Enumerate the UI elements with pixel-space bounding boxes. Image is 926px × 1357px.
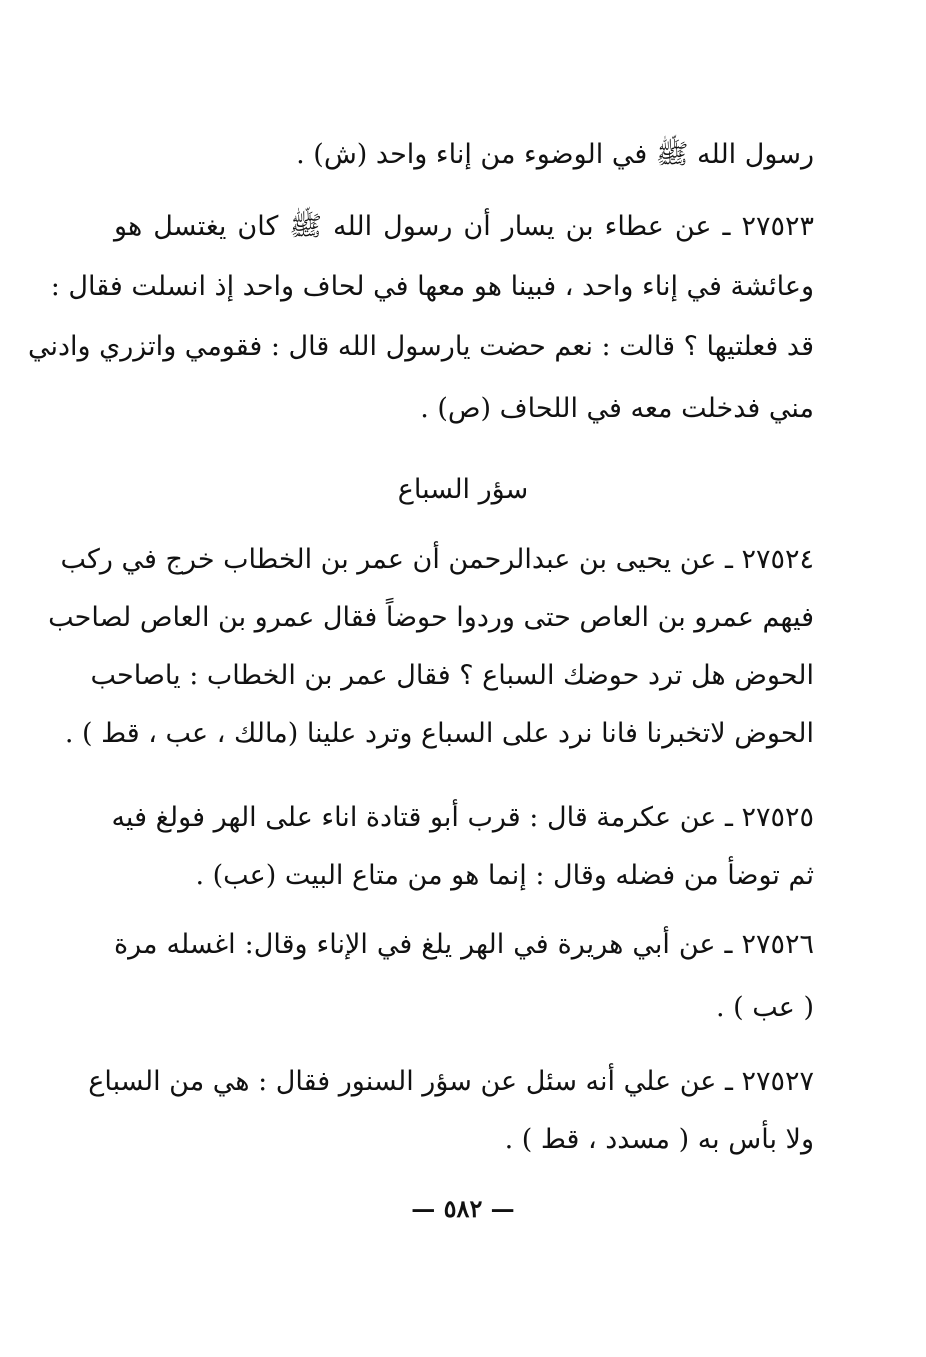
text-line-11: ثم توضأ من فضله وقال : إنما هو من متاع البيت (عب) .	[195, 860, 814, 891]
section-heading: سؤر السباع	[397, 474, 529, 505]
text-line-15: ولا بأس به ( مسدد ، قط ) .	[504, 1124, 814, 1155]
text-line-6: ٢٧٥٢٤ ـ عن يحيى بن عبدالرحمن أن عمر بن الخطاب خرج في ركب	[60, 544, 814, 575]
text-line-4: قد فعلتيها ؟ قالت : نعم حضت يارسول الله قال : فقومي واتزري وادني	[27, 331, 814, 362]
text-line-8: الحوض هل ترد حوضك السباع ؟ فقال عمر بن الخطاب : ياصاحب	[90, 660, 814, 691]
text-line-12: ٢٧٥٢٦ ـ عن أبي هريرة في الهر يلغ في الإناء وقال: اغسله مرة	[114, 929, 814, 960]
page-number: — ٥٨٢ —	[411, 1194, 515, 1223]
text-line-3: وعائشة في إناء واحد ، فبينا هو معها في لحاف واحد إذ انسلت فقال :	[50, 271, 814, 302]
text-line-7: فيهم عمرو بن العاص حتى وردوا حوضاً فقال عمرو بن العاص لصاحب	[48, 602, 814, 633]
text-line-9: الحوض لاتخبرنا فانا نرد على السباع وترد علينا (مالك ، عب ، قط ) .	[64, 718, 814, 749]
text-line-10: ٢٧٥٢٥ ـ عن عكرمة قال : قرب أبو قتادة اناء على الهر فولغ فيه	[111, 802, 814, 833]
text-line-2: ٢٧٥٢٣ ـ عن عطاء بن يسار أن رسول الله ﷺ كان يغتسل هو	[114, 211, 814, 242]
text-line-5: مني فدخلت معه في اللحاف (ص) .	[420, 393, 814, 424]
text-line-13: ( عب ) .	[715, 992, 814, 1023]
text-line-14: ٢٧٥٢٧ ـ عن علي أنه سئل عن سؤر السنور فقال : هي من السباع	[88, 1066, 814, 1097]
text-line-1: رسول الله ﷺ في الوضوء من إناء واحد (ش) .	[296, 139, 814, 170]
